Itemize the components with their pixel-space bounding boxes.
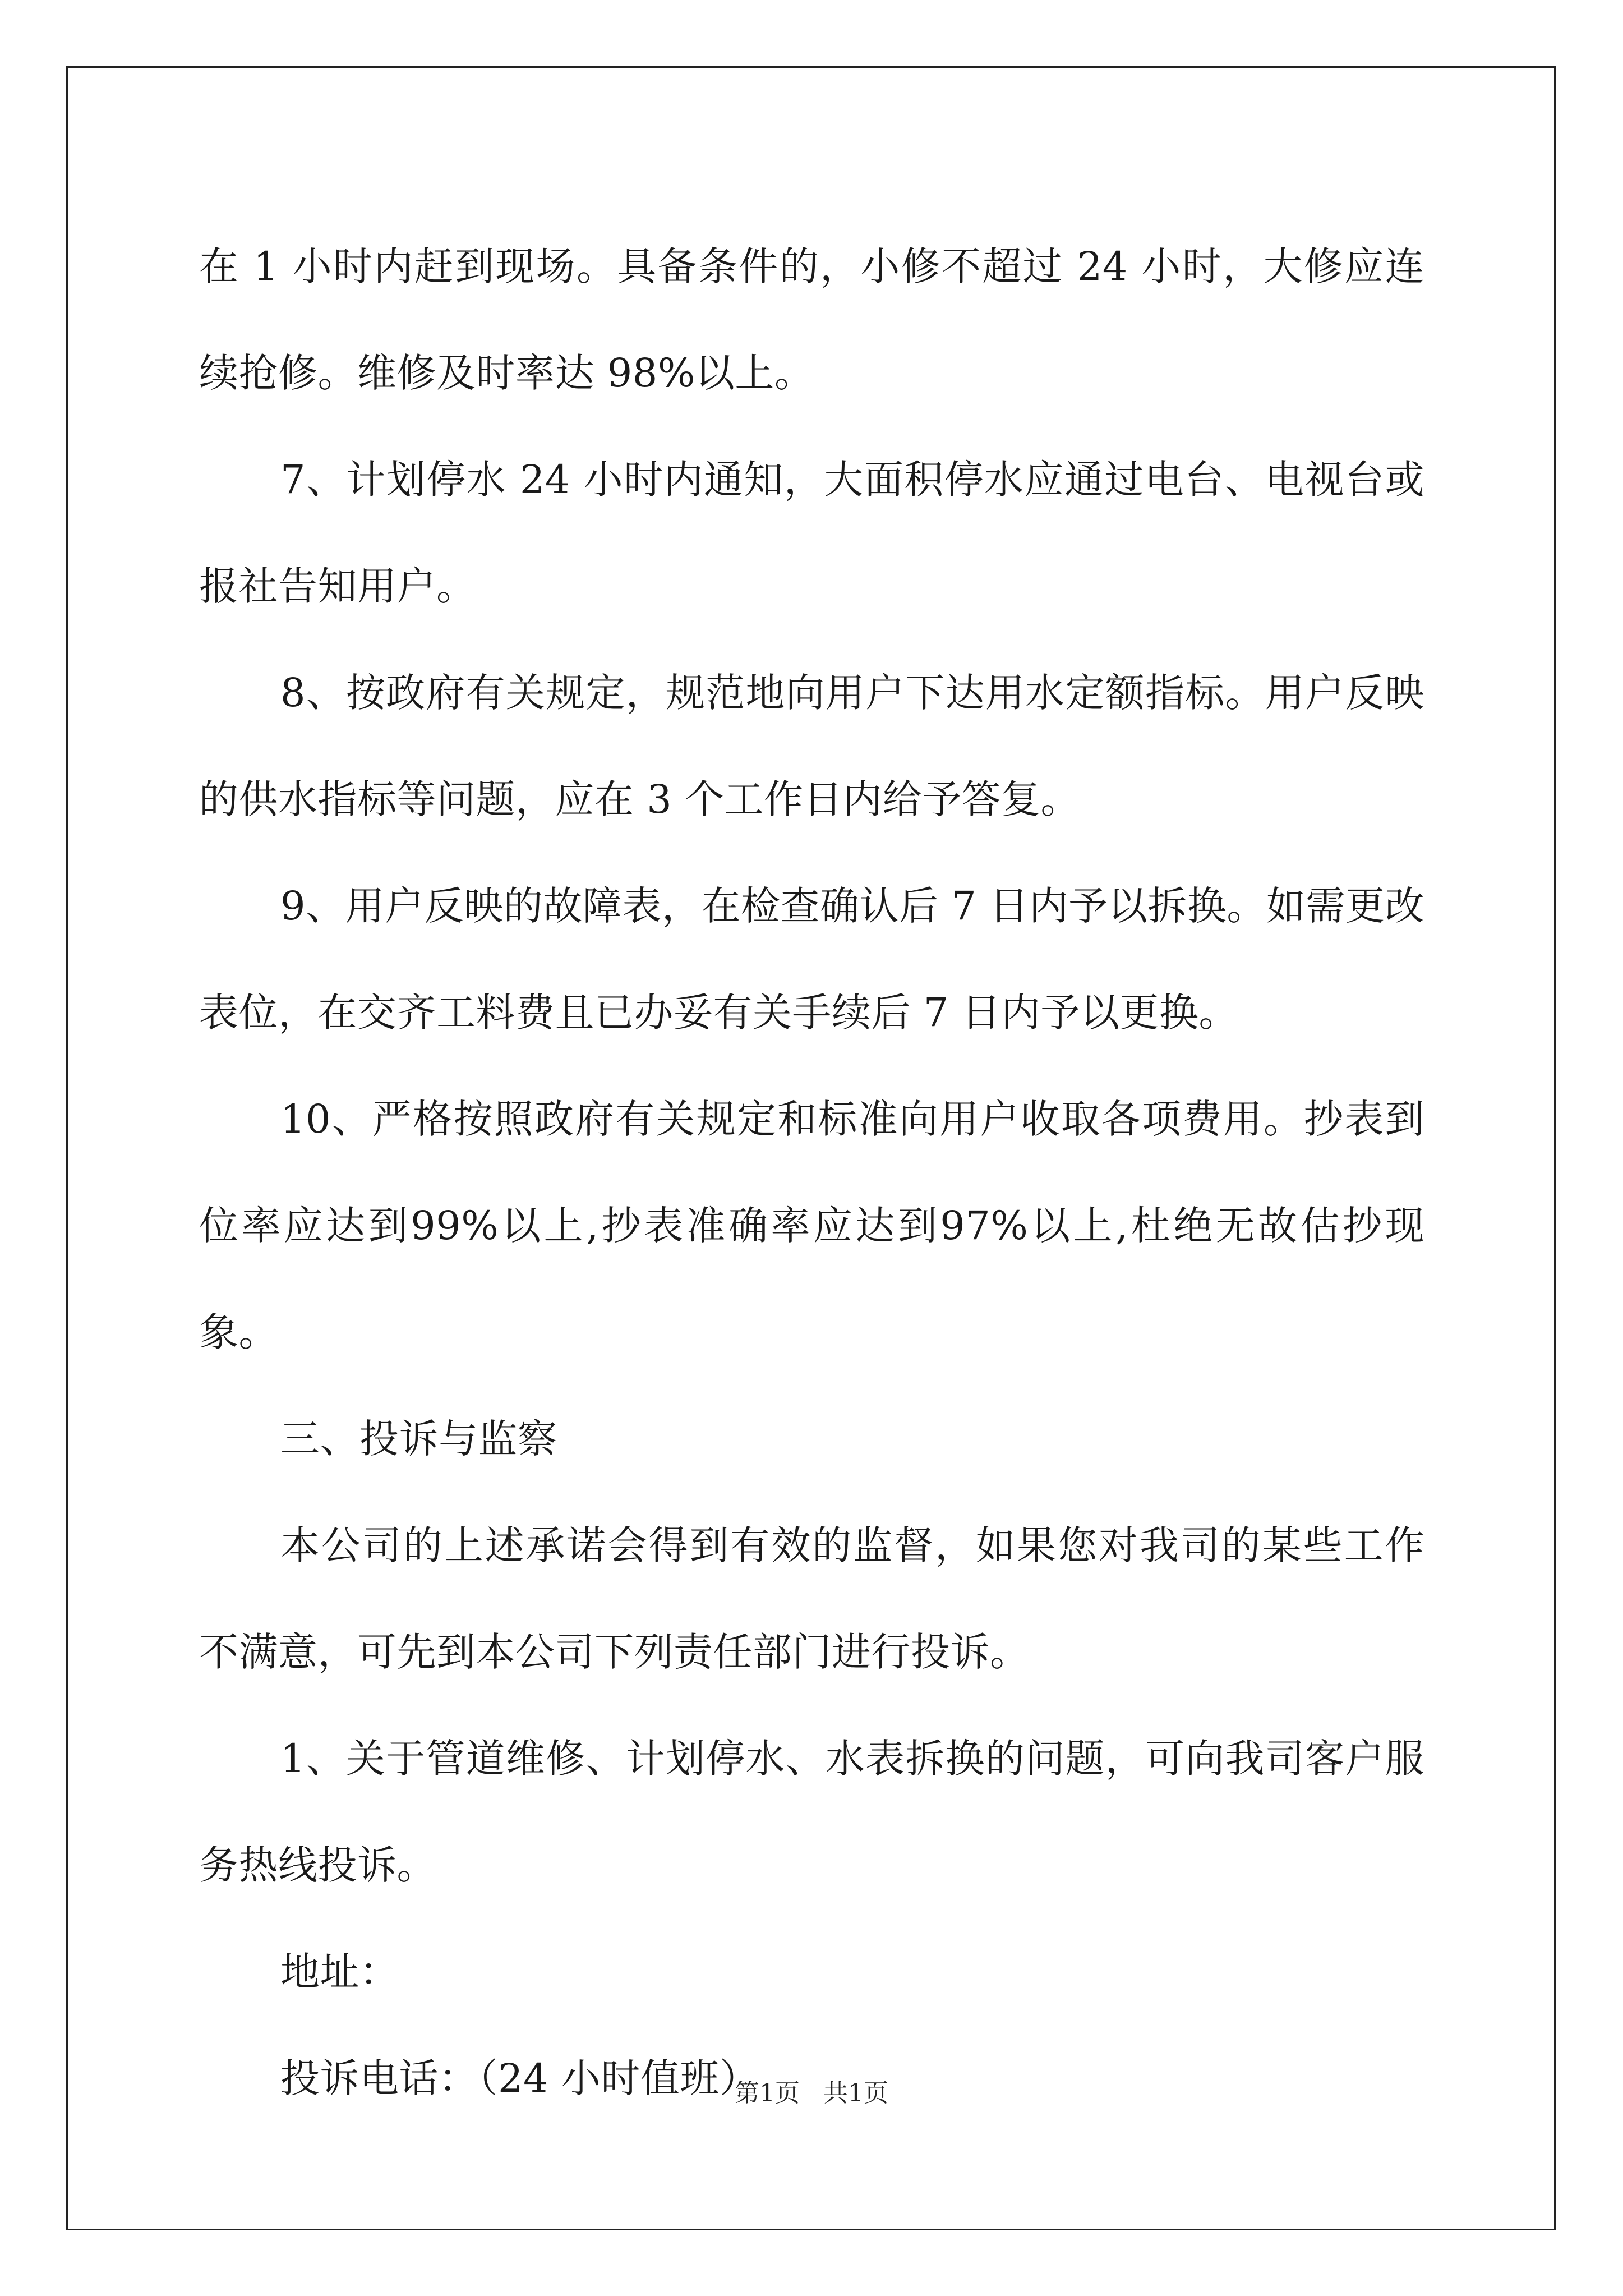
complaint-phone-line: 投诉电话：（24 小时值班） — [280, 2055, 759, 2101]
paragraph-supervision: 本公司的上述承诺会得到有效的监督，如果您对我司的某些工作不满意，可先到本公司下列责任部门进行投诉。 — [199, 1522, 1424, 1675]
section-heading-complaints: 三、投诉与监察 — [280, 1416, 557, 1462]
page-footer — [0, 2077, 1623, 2110]
paragraph-item-8: 8、按政府有关规定，规范地向用户下达用水定额指标。用户反映的供水指标等问题，应在 3 个工作日内给予答复。 — [199, 670, 1424, 822]
address-line: 地址： — [280, 1949, 399, 1995]
document-body — [199, 213, 1424, 2132]
page-number: 第1页 — [735, 2079, 800, 2108]
paragraph-item-7: 7、计划停水 24 小时内通知，大面积停水应通过电台、电视台或报社告知用户。 — [199, 457, 1424, 609]
paragraph-item-10: 10、严格按照政府有关规定和标准向用户收取各项费用。抄表到位率应达到99%以上,抄表准确率应达到97%以上,杜绝无故估抄现象。 — [199, 1096, 1424, 1355]
paragraph-continuation: 在 1 小时内赶到现场。具备条件的，小修不超过 24 小时，大修应连续抢修。维修及时率达 98%以上。 — [199, 243, 1424, 396]
footer-spacer — [800, 2079, 823, 2108]
paragraph-item-9: 9、用户反映的故障表，在检查确认后 7 日内予以拆换。如需更改表位，在交齐工料费且已办妥有关手续后 7 日内予以更换。 — [199, 883, 1424, 1036]
page-total: 共1页 — [823, 2079, 888, 2108]
paragraph-complaint-item-1: 1、关于管道维修、计划停水、水表拆换的问题，可向我司客户服务热线投诉。 — [199, 1736, 1424, 1888]
